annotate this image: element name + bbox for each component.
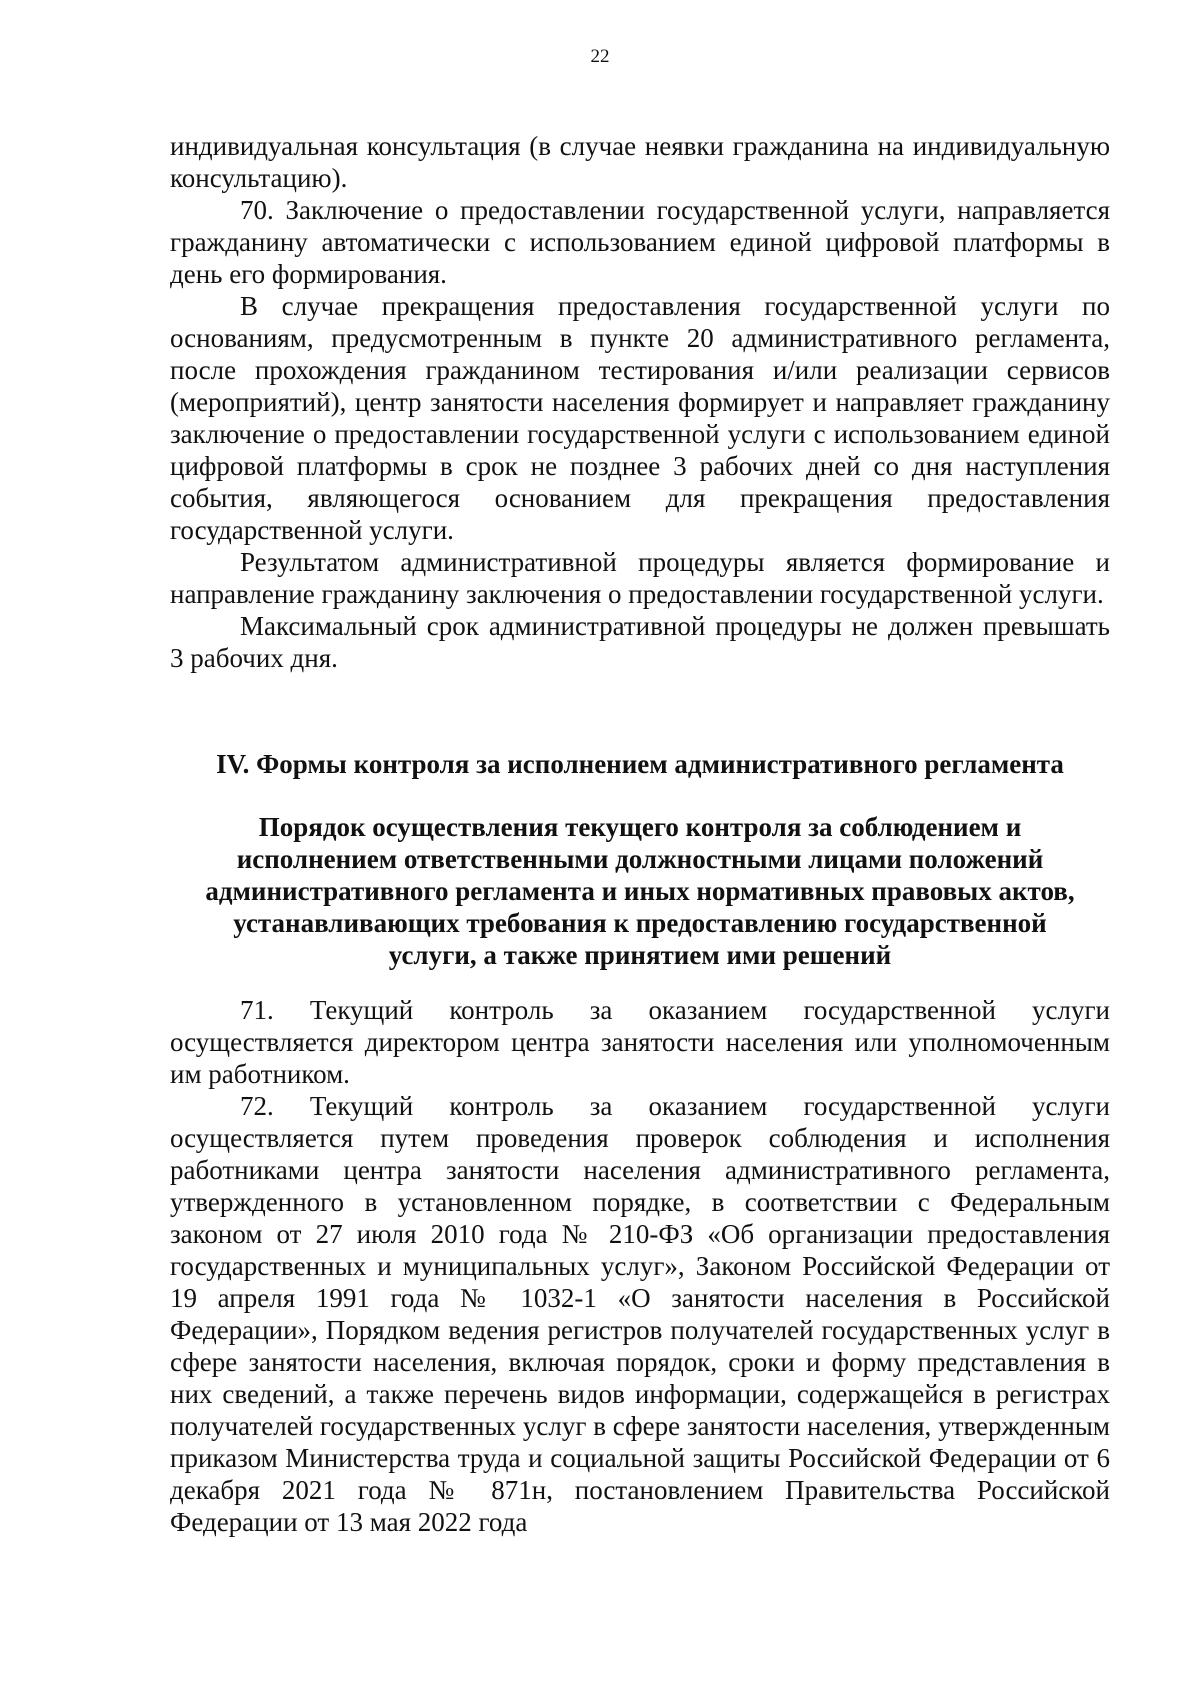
body-text-top	[170, 130, 1110, 674]
page-number: 22	[590, 46, 610, 67]
paragraph-72: 72. Текущий контроль за оказанием государственной услуги осуществляется путем проведения проверок соблюдения и исполнения работниками центра занятости населения административного регламента, утвержденного в установленном порядке, в соответствии с Федеральным законом от 27 июля 2010 года № 210-ФЗ «Об организации предоставления государственных и муниципальных услуг», Законом Российской Федерации от 19 апреля 1991 года № 1032-1 «О занятости населения в Российской Федерации», Порядком ведения регистров получателей государственных услуг в сфере занятости населения, включая порядок, сроки и форму представления в них сведений, а также перечень видов информации, содержащейся в регистрах получателей государственных услуг в сфере занятости населения, утвержденным приказом Министерства труда и социальной защиты Российской Федерации от 6 декабря 2021 года № 871н, постановлением Правительства Российской Федерации от 13 мая 2022 года	[170, 1091, 1110, 1537]
paragraph: Результатом административной процедуры является формирование и направление гражданину заключения о предоставлении государственной услуги.	[170, 547, 1110, 609]
subsection-title-line: устанавливающих требования к предоставлению государственной	[233, 908, 1047, 938]
subsection-title	[170, 811, 1110, 971]
paragraph-71: 71. Текущий контроль за оказанием государственной услуги осуществляется директором центра занятости населения или уполномоченным им работником.	[170, 995, 1110, 1089]
paragraph: В случае прекращения предоставления государственной услуги по основаниям, предусмотренным в пункте 20 административного регламента, после прохождения гражданином тестирования и/или реализации сервисов (мероприятий), центр занятости населения формирует и направляет гражданину заключение о предоставлении государственной услуги с использованием единой цифровой платформы в срок не позднее 3 рабочих дней со дня наступления события, являющегося основанием для прекращения предоставления государственной услуги.	[170, 291, 1110, 545]
subsection-title-line: исполнением ответственными должностными лицами положений	[236, 844, 1044, 874]
section-title: IV. Формы контроля за исполнением административного регламента	[216, 749, 1064, 779]
body-text-bottom	[170, 994, 1110, 1538]
paragraph: Максимальный срок административной процедуры не должен превышать 3 рабочих дня.	[170, 611, 1110, 673]
paragraph-70: 70. Заключение о предоставлении государственной услуги, направляется гражданину автоматически с использованием единой цифровой платформы в день его формирования.	[170, 195, 1110, 289]
subsection-title-line: Порядок осуществления текущего контроля за соблюдением и	[258, 812, 1022, 842]
subsection-title-line: административного регламента и иных нормативных правовых актов,	[205, 876, 1075, 906]
subsection-title-line: услуги, а также принятием ими решений	[388, 940, 892, 970]
paragraph: индивидуальная консультация (в случае неявки гражданина на индивидуальную консультацию).	[170, 131, 1110, 193]
